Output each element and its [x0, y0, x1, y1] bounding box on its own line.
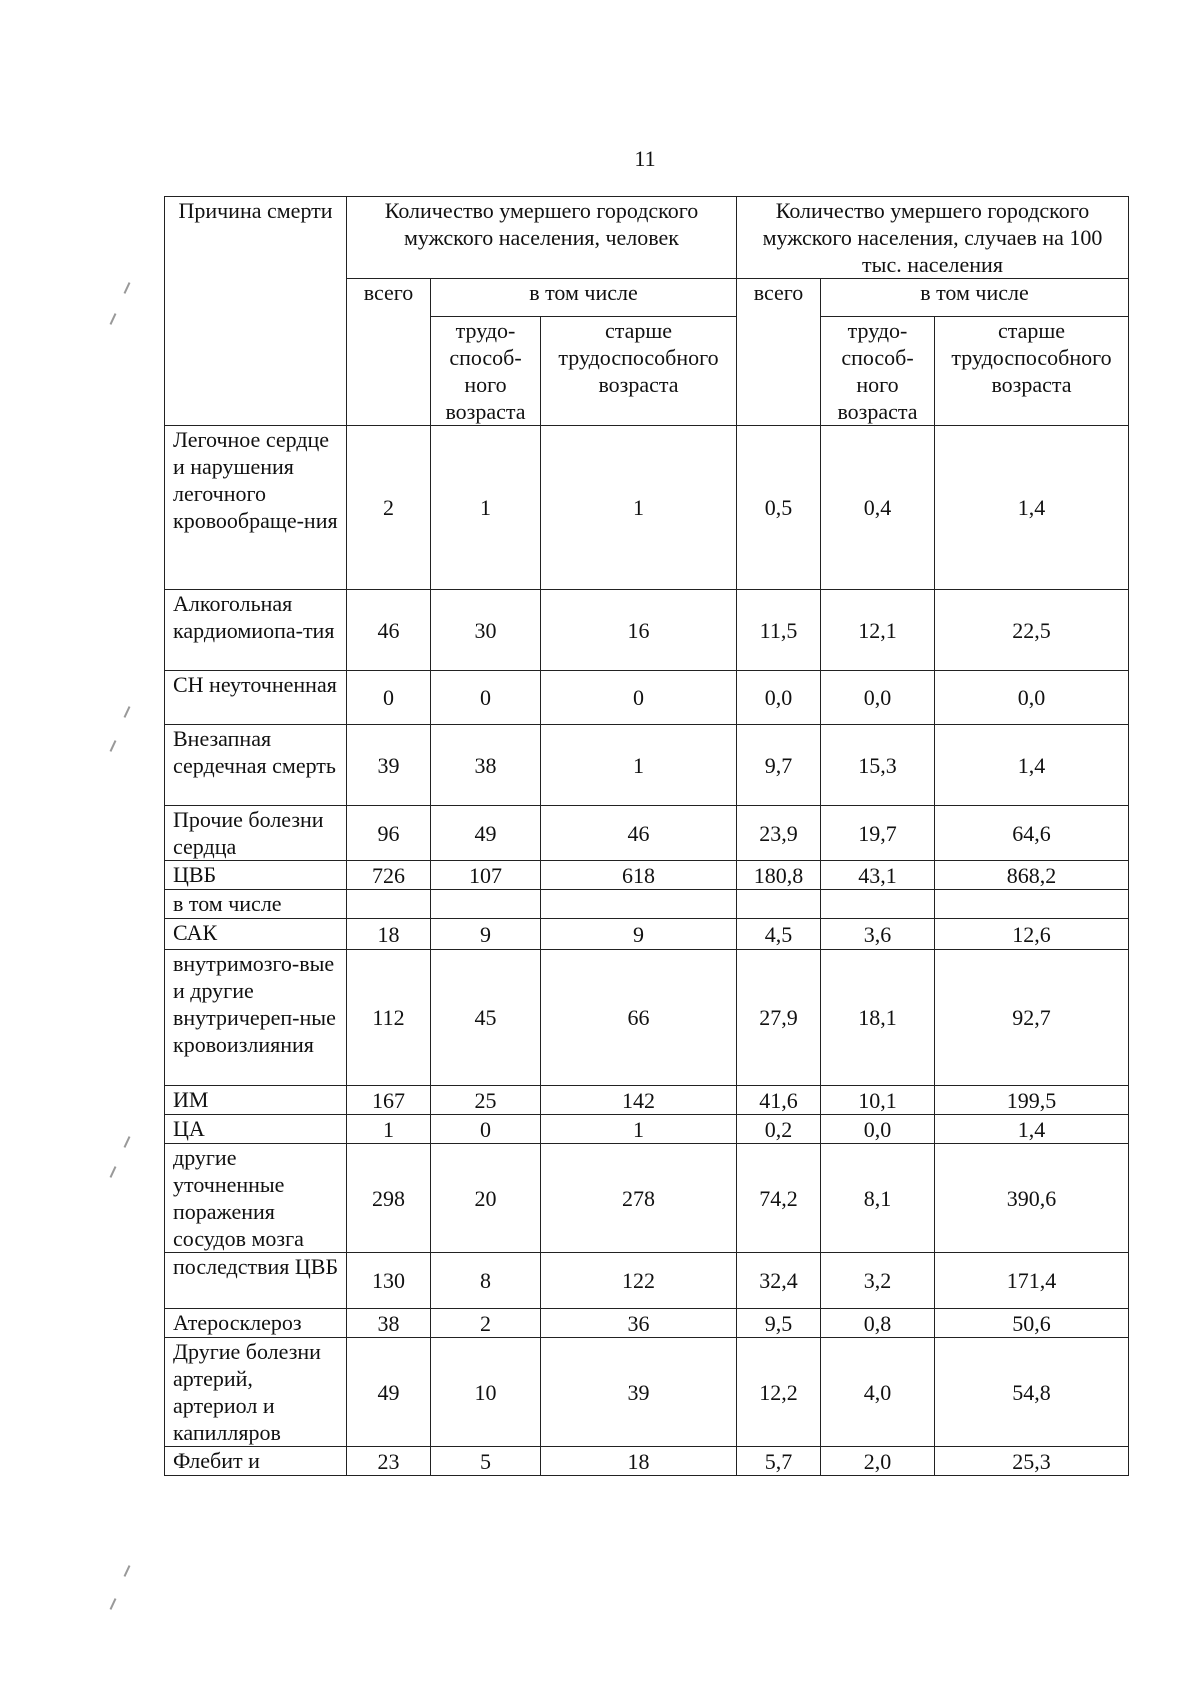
row-value: 9 — [541, 919, 737, 950]
row-value — [737, 890, 821, 919]
header-older-age-rate: старше трудоспособного возраста — [935, 317, 1129, 426]
row-cause: Прочие болезни сердца — [165, 806, 347, 861]
row-value: 142 — [541, 1086, 737, 1115]
row-value: 12,1 — [821, 590, 935, 671]
row-value: 64,6 — [935, 806, 1129, 861]
row-value: 1 — [431, 426, 541, 590]
row-cause: Внезапная сердечная смерть — [165, 725, 347, 806]
row-value: 1 — [541, 725, 737, 806]
row-value: 0,2 — [737, 1115, 821, 1144]
row-value: 23 — [347, 1447, 431, 1476]
table-row — [165, 1447, 1129, 1476]
scan-mark — [110, 1166, 117, 1178]
row-value: 19,7 — [821, 806, 935, 861]
row-value: 66 — [541, 950, 737, 1086]
row-value: 46 — [347, 590, 431, 671]
row-value: 15,3 — [821, 725, 935, 806]
row-value: 23,9 — [737, 806, 821, 861]
row-value: 5 — [431, 1447, 541, 1476]
row-value: 2 — [431, 1309, 541, 1338]
header-including-abs: в том числе — [431, 279, 737, 317]
row-cause: ЦВБ — [165, 861, 347, 890]
table-row — [165, 806, 1129, 861]
row-value: 9,7 — [737, 725, 821, 806]
row-value: 9,5 — [737, 1309, 821, 1338]
row-value: 390,6 — [935, 1144, 1129, 1253]
table-row — [165, 725, 1129, 806]
row-value: 3,2 — [821, 1253, 935, 1309]
row-value: 0 — [431, 1115, 541, 1144]
row-cause: СН неуточненная — [165, 671, 347, 725]
row-value: 107 — [431, 861, 541, 890]
row-cause: последствия ЦВБ — [165, 1253, 347, 1309]
row-cause: ИМ — [165, 1086, 347, 1115]
row-cause: Алкогольная кардиомиопа-тия — [165, 590, 347, 671]
row-value: 10 — [431, 1338, 541, 1447]
header-cause: Причина смерти — [165, 197, 347, 426]
row-value: 2,0 — [821, 1447, 935, 1476]
row-value: 0,8 — [821, 1309, 935, 1338]
row-value: 0,5 — [737, 426, 821, 590]
table-row — [165, 861, 1129, 890]
row-value: 18,1 — [821, 950, 935, 1086]
mortality-table — [164, 196, 1129, 1476]
row-value: 130 — [347, 1253, 431, 1309]
table-row — [165, 1115, 1129, 1144]
table-row — [165, 1309, 1129, 1338]
scan-mark — [110, 740, 117, 752]
row-value: 38 — [347, 1309, 431, 1338]
row-value: 5,7 — [737, 1447, 821, 1476]
row-value — [347, 890, 431, 919]
row-value: 122 — [541, 1253, 737, 1309]
row-cause: Атеросклероз — [165, 1309, 347, 1338]
row-value: 0,0 — [821, 671, 935, 725]
header-working-age-rate: трудо-способ-ного возраста — [821, 317, 935, 426]
row-value: 12,2 — [737, 1338, 821, 1447]
row-value: 38 — [431, 725, 541, 806]
row-value: 49 — [431, 806, 541, 861]
row-value: 726 — [347, 861, 431, 890]
row-cause: Флебит и — [165, 1447, 347, 1476]
header-total-rate: всего — [737, 279, 821, 426]
header-group-rate: Количество умершего городского мужского населения, случаев на 100 тыс. населения — [737, 197, 1129, 279]
row-value: 41,6 — [737, 1086, 821, 1115]
table-row — [165, 1338, 1129, 1447]
row-value: 25 — [431, 1086, 541, 1115]
row-value: 96 — [347, 806, 431, 861]
header-total-abs: всего — [347, 279, 431, 426]
row-value: 74,2 — [737, 1144, 821, 1253]
row-value: 171,4 — [935, 1253, 1129, 1309]
table-row — [165, 671, 1129, 725]
row-value: 112 — [347, 950, 431, 1086]
row-value: 0 — [431, 671, 541, 725]
row-value: 0 — [541, 671, 737, 725]
row-value: 49 — [347, 1338, 431, 1447]
row-value: 868,2 — [935, 861, 1129, 890]
scan-mark — [110, 313, 117, 325]
row-value — [821, 890, 935, 919]
table-row — [165, 950, 1129, 1086]
row-value: 39 — [541, 1338, 737, 1447]
row-value — [935, 890, 1129, 919]
row-value: 298 — [347, 1144, 431, 1253]
row-value: 46 — [541, 806, 737, 861]
row-value: 0 — [347, 671, 431, 725]
scan-mark — [124, 282, 131, 294]
row-value: 1 — [541, 426, 737, 590]
header-including-rate: в том числе — [821, 279, 1129, 317]
row-value: 18 — [347, 919, 431, 950]
row-value: 1,4 — [935, 725, 1129, 806]
row-cause: ЦА — [165, 1115, 347, 1144]
row-value: 30 — [431, 590, 541, 671]
table-row — [165, 426, 1129, 590]
header-older-age-abs: старше трудоспособного возраста — [541, 317, 737, 426]
row-value: 4,0 — [821, 1338, 935, 1447]
row-value: 36 — [541, 1309, 737, 1338]
row-value: 18 — [541, 1447, 737, 1476]
row-value: 180,8 — [737, 861, 821, 890]
row-value: 9 — [431, 919, 541, 950]
header-group-absolute: Количество умершего городского мужского населения, человек — [347, 197, 737, 279]
table-row — [165, 1253, 1129, 1309]
table-row — [165, 1086, 1129, 1115]
row-value: 16 — [541, 590, 737, 671]
row-value: 45 — [431, 950, 541, 1086]
row-cause: внутримозго-вые и другие внутричереп-ные кровоизлияния — [165, 950, 347, 1086]
row-value: 39 — [347, 725, 431, 806]
row-value — [541, 890, 737, 919]
row-value: 50,6 — [935, 1309, 1129, 1338]
row-value: 20 — [431, 1144, 541, 1253]
row-value: 92,7 — [935, 950, 1129, 1086]
table-row — [165, 890, 1129, 919]
row-cause: другие уточненные поражения сосудов мозга — [165, 1144, 347, 1253]
row-value: 32,4 — [737, 1253, 821, 1309]
row-cause: в том числе — [165, 890, 347, 919]
scan-mark — [124, 1565, 131, 1577]
row-value: 278 — [541, 1144, 737, 1253]
row-value: 22,5 — [935, 590, 1129, 671]
row-value: 1,4 — [935, 1115, 1129, 1144]
row-value — [431, 890, 541, 919]
header-working-age-abs: трудо-способ-ного возраста — [431, 317, 541, 426]
row-cause: Легочное сердце и нарушения легочного кровообраще-ния — [165, 426, 347, 590]
row-value: 25,3 — [935, 1447, 1129, 1476]
table-row — [165, 1144, 1129, 1253]
row-value: 1 — [541, 1115, 737, 1144]
table-row — [165, 590, 1129, 671]
table-header — [165, 197, 1129, 426]
row-value: 10,1 — [821, 1086, 935, 1115]
table-row — [165, 919, 1129, 950]
row-value: 0,4 — [821, 426, 935, 590]
row-value: 199,5 — [935, 1086, 1129, 1115]
row-value: 8,1 — [821, 1144, 935, 1253]
row-value: 12,6 — [935, 919, 1129, 950]
row-value: 3,6 — [821, 919, 935, 950]
row-value: 43,1 — [821, 861, 935, 890]
row-value: 11,5 — [737, 590, 821, 671]
row-value: 0,0 — [737, 671, 821, 725]
table-body — [165, 426, 1129, 1476]
row-value: 167 — [347, 1086, 431, 1115]
page-number: 11 — [634, 146, 656, 171]
scan-mark — [124, 706, 131, 718]
row-value: 0,0 — [935, 671, 1129, 725]
row-cause: Другие болезни артерий, артериол и капилляров — [165, 1338, 347, 1447]
row-value: 27,9 — [737, 950, 821, 1086]
row-cause: САК — [165, 919, 347, 950]
row-value: 1,4 — [935, 426, 1129, 590]
row-value: 1 — [347, 1115, 431, 1144]
row-value: 2 — [347, 426, 431, 590]
scan-mark — [124, 1136, 131, 1148]
row-value: 618 — [541, 861, 737, 890]
scan-mark — [110, 1598, 117, 1610]
row-value: 8 — [431, 1253, 541, 1309]
row-value: 54,8 — [935, 1338, 1129, 1447]
row-value: 0,0 — [821, 1115, 935, 1144]
row-value: 4,5 — [737, 919, 821, 950]
